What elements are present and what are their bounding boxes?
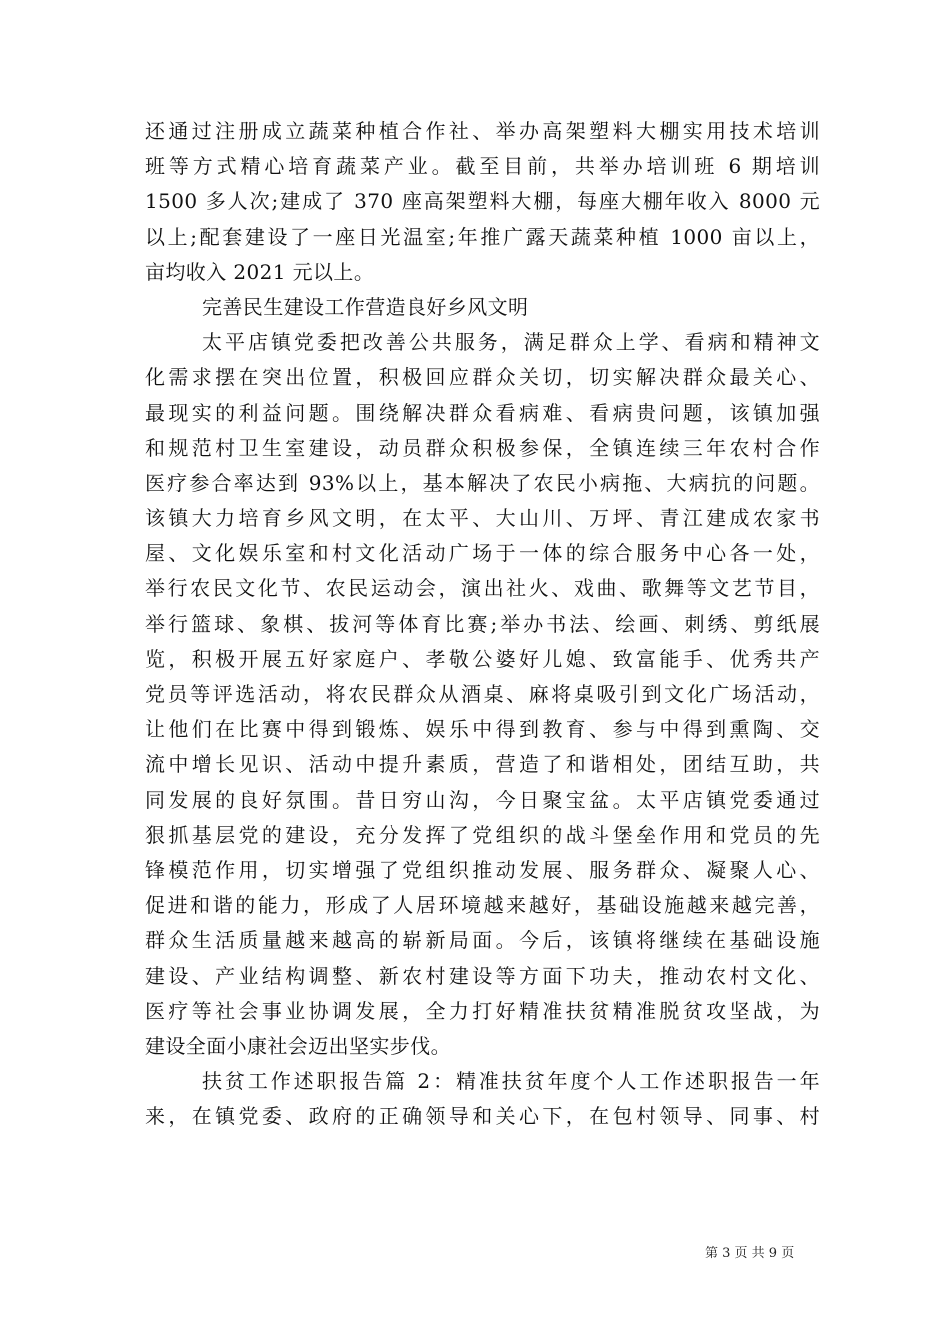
text-line: 最现实的利益问题。围绕解决群众看病难、看病贵问题，该镇加强 <box>145 400 820 425</box>
paragraph-1 <box>145 114 820 290</box>
text-line: 锋模范作用，切实增强了党组织推动发展、服务群众、凝聚人心、 <box>145 857 820 882</box>
text-line: 该镇大力培育乡风文明，在太平、大山川、万坪、青江建成农家书 <box>145 506 820 531</box>
text-line: 亩均收入 2021 元以上。 <box>145 259 375 284</box>
text-line: 和规范村卫生室建设，动员群众积极参保，全镇连续三年农村合作 <box>145 435 820 460</box>
text-line: 建设、产业结构调整、新农村建设等方面下功夫，推动农村文化、 <box>145 963 820 988</box>
text-line: 举行篮球、象棋、拔河等体育比赛;举办书法、绘画、刺绣、剪纸展 <box>145 611 820 636</box>
text-line: 同发展的良好氛围。昔日穷山沟，今日聚宝盆。太平店镇党委通过 <box>145 787 820 812</box>
page-number-footer: 第 3 页 共 9 页 <box>705 1246 795 1261</box>
text-line: 扶贫工作述职报告篇 2：精准扶贫年度个人工作述职报告一年 <box>202 1069 820 1094</box>
text-line: 太平店镇党委把改善公共服务，满足群众上学、看病和精神文 <box>202 330 820 355</box>
text-line: 让他们在比赛中得到锻炼、娱乐中得到教育、参与中得到熏陶、交 <box>145 717 820 742</box>
text-line: 还通过注册成立蔬菜种植合作社、举办高架塑料大棚实用技术培训 <box>145 119 820 143</box>
text-line: 医疗等社会事业协调发展，全力打好精准扶贫精准脱贫攻坚战，为 <box>145 998 820 1023</box>
text-line: 流中增长见识、活动中提升素质，营造了和谐相处，团结互助，共 <box>145 752 820 777</box>
text-line: 屋、文化娱乐室和村文化活动广场于一体的综合服务中心各一处， <box>145 541 820 566</box>
text-line: 来，在镇党委、政府的正确领导和关心下，在包村领导、同事、村 <box>145 1104 820 1129</box>
document-body <box>145 114 820 1134</box>
paragraph-2 <box>145 325 820 1064</box>
text-line: 医疗参合率达到 93%以上，基本解决了农民小病拖、大病抗的问题。 <box>145 470 820 495</box>
text-line: 以上;配套建设了一座日光温室;年推广露天蔬菜种植 1000 亩以上， <box>145 224 820 249</box>
text-line: 1500 多人次;建成了 370 座高架塑料大棚，每座大棚年收入 8000 元 <box>145 189 820 214</box>
text-line: 举行农民文化节、农民运动会，演出社火、戏曲、歌舞等文艺节目， <box>145 576 820 601</box>
text-line: 建设全面小康社会迈出坚实步伐。 <box>145 1033 451 1058</box>
text-line: 党员等评选活动，将农民群众从酒桌、麻将桌吸引到文化广场活动， <box>145 682 820 706</box>
paragraph-3 <box>145 1064 820 1134</box>
text-line: 狠抓基层党的建设，充分发挥了党组织的战斗堡垒作用和党员的先 <box>145 822 820 847</box>
text-line: 化需求摆在突出位置，积极回应群众关切，切实解决群众最关心、 <box>145 365 820 390</box>
text-line: 览，积极开展五好家庭户、孝敬公婆好儿媳、致富能手、优秀共产 <box>145 646 820 671</box>
text-line: 班等方式精心培育蔬菜产业。截至目前，共举办培训班 6 期培训 <box>145 154 820 179</box>
text-line: 促进和谐的能力，形成了人居环境越来越好，基础设施越来越完善， <box>145 893 820 918</box>
text-line: 群众生活质量越来越高的崭新局面。今后，该镇将继续在基础设施 <box>145 928 820 953</box>
section-heading: 完善民生建设工作营造良好乡风文明 <box>202 294 529 319</box>
